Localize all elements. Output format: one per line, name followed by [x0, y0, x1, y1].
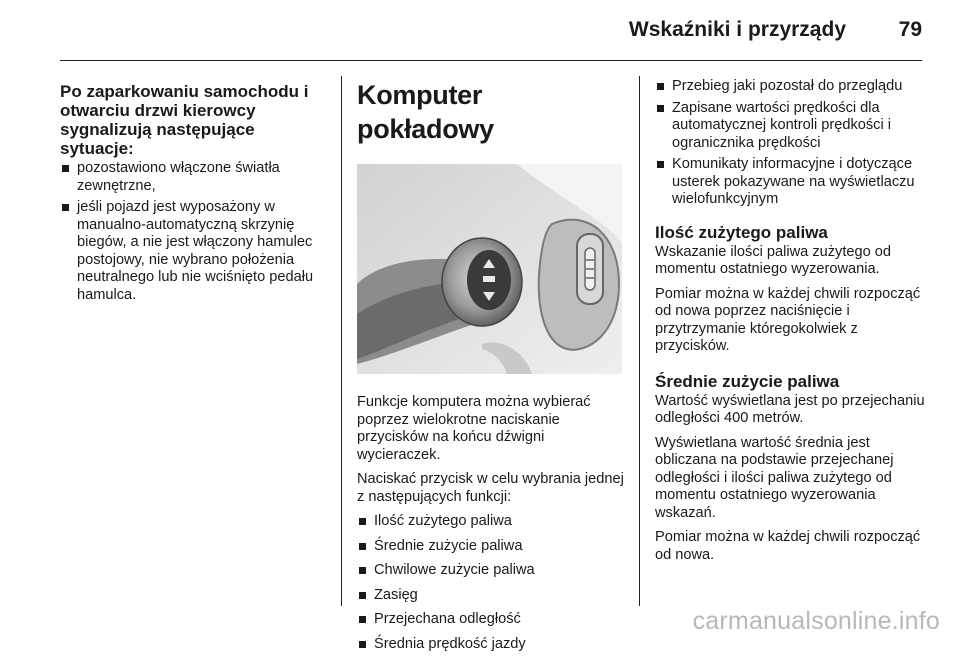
list-item: Zapisane wartości prędkości dla automatycznej kontroli prędkości i ogranicznika prędkości: [655, 100, 925, 153]
list-item: jeśli pojazd jest wyposażony w manualno-automatyczną skrzynię biegów, a nie jest włączony hamulec postojowy, nie wybrano położenia neutralnego lub nie wciśnięto pedału hamulca.: [60, 199, 328, 304]
paragraph: Pomiar można w każdej chwili rozpocząć od nowa poprzez naciśnięcie i przytrzymanie któregokolwiek z przycisków.: [655, 285, 921, 354]
square-bullet-icon: [657, 83, 664, 90]
list-item: Średnie zużycie paliwa: [357, 538, 625, 556]
square-bullet-icon: [359, 567, 366, 574]
header-rule: [60, 60, 922, 61]
paragraph: Wartość wyświetlana jest po przejechaniu odległości 400 metrów.: [655, 392, 925, 426]
paragraph: Wyświetlana wartość średnia jest obliczana na podstawie przejechanej odległości i ilości paliwa zużytego od momentu ostatniego wyzerowania wskazań.: [655, 434, 894, 521]
column-1-heading: Po zaparkowaniu samochodu i otwarciu drzwi kierowcy sygnalizują następujące sytuacje:: [60, 82, 309, 158]
square-bullet-icon: [657, 161, 664, 168]
watermark: carmanualsonline.info: [692, 607, 940, 635]
page-header: [60, 16, 922, 46]
section-heading-avg-consumption: Średnie zużycie paliwa: [655, 371, 840, 391]
square-bullet-icon: [62, 165, 69, 172]
wiper-lever-buttons-icon: [357, 164, 622, 374]
column-3: [655, 72, 925, 571]
square-bullet-icon: [62, 204, 69, 211]
column-divider-1: [341, 76, 342, 606]
section-heading-fuel-used: Ilość zużytego paliwa: [655, 222, 828, 242]
square-bullet-icon: [359, 543, 366, 550]
square-bullet-icon: [657, 105, 664, 112]
list-item: Komunikaty informacyjne i dotyczące usterek pokazywane na wyświetlaczu wielofunkcyjnym: [655, 156, 925, 209]
column-2-function-list: [357, 513, 625, 653]
column-1: [60, 72, 328, 312]
square-bullet-icon: [359, 592, 366, 599]
list-item: pozostawiono włączone światła zewnętrzne,: [60, 160, 328, 195]
column-1-bullet-list: [60, 160, 328, 304]
column-3-function-list: [655, 78, 925, 209]
column-2: [357, 72, 625, 661]
page-number: 79: [898, 18, 922, 41]
paragraph: Naciskać przycisk w celu wybrania jednej z następujących funkcji:: [357, 471, 624, 505]
column-divider-2: [639, 76, 640, 606]
list-item: Ilość zużytego paliwa: [357, 513, 625, 531]
wiper-lever-illustration: [357, 164, 622, 374]
paragraph: Pomiar można w każdej chwili rozpocząć od nowa.: [655, 529, 921, 563]
list-item: Przejechana odległość: [357, 611, 625, 629]
page-header-title: Wskaźniki i przyrządy: [628, 18, 846, 41]
list-item: Przebieg jaki pozostał do przeglądu: [655, 78, 925, 96]
square-bullet-icon: [359, 518, 366, 525]
paragraph: Wskazanie ilości paliwa zużytego od momentu ostatniego wyzerowania.: [655, 243, 892, 277]
section-title-computer: Komputer pokładowy: [357, 80, 494, 144]
list-item: Średnia prędkość jazdy: [357, 636, 625, 654]
list-item: Chwilowe zużycie paliwa: [357, 562, 625, 580]
square-bullet-icon: [359, 616, 366, 623]
list-item: Zasięg: [357, 587, 625, 605]
paragraph: Funkcje komputera można wybierać poprzez wielokrotne naciskanie przycisków na końcu dźwigni wycieraczek.: [357, 394, 591, 463]
